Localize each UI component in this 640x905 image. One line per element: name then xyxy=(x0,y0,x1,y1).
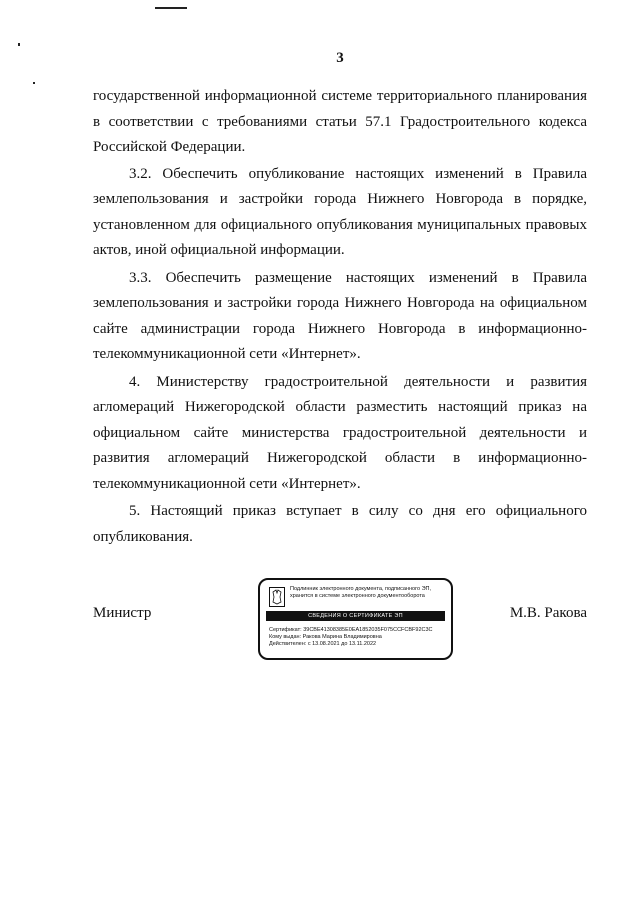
stamp-header-line: Подлинник электронного документа, подписанного ЭП, xyxy=(290,586,432,592)
scan-artifact-left-1 xyxy=(18,43,20,46)
paragraph-5: 5. Настоящий приказ вступает в силу со дня его официального опубликования. xyxy=(93,503,587,545)
paragraph-3-3: 3.3. Обеспечить размещение настоящих изменений в Правила землепользования и застройки города Нижнего Новгорода на официальном сайте администрации города Нижнего Новгорода в информационно-телекоммуникационной сети «Интернет». xyxy=(93,269,587,362)
scan-artifact-left-2 xyxy=(33,82,35,84)
paragraph-4: 4. Министерству градостроительной деятельности и развития агломераций Нижегородской области разместить настоящий приказ на официальном сайте министерства градостроительной деятельности и развития агломераций Нижегородской области в информационно-телекоммуникационной сети «Интернет». xyxy=(93,373,587,492)
signer-title: Министр xyxy=(93,605,152,621)
document-body xyxy=(93,84,587,550)
stamp-bar: СВЕДЕНИЯ О СЕРТИФИКАТЕ ЭП xyxy=(266,611,445,621)
stamp-certificate: Сертификат: 39CBE41308385E0EA1852035F075CCFCBF92C3C xyxy=(269,627,433,633)
signer-name: М.В. Ракова xyxy=(509,605,587,621)
coat-of-arms-icon xyxy=(269,587,285,607)
stamp-header xyxy=(290,586,450,600)
electronic-signature-stamp xyxy=(258,578,453,660)
paragraph-3-2: 3.2. Обеспечить опубликование настоящих изменений в Правила землепользования и застройки города Нижнего Новгорода в порядке, установленном для официального опубликования муниципальных правовых актов, иной официальной информации. xyxy=(93,165,587,258)
scan-artifact-top xyxy=(155,7,187,9)
stamp-details xyxy=(269,627,449,648)
page-number: 3 xyxy=(336,50,344,66)
stamp-issued-to: Кому выдан: Ракова Марина Владимировна xyxy=(269,634,382,640)
stamp-header-line: хранится в системе электронного документооборота xyxy=(290,593,425,599)
paragraph-continuation: государственной информационной системе территориального планирования в соответствии с требованиями статьи 57.1 Градостроительного кодекса Российской Федерации. xyxy=(93,88,587,155)
stamp-validity: Действителен: с 13.08.2021 до 13.11.2022 xyxy=(269,641,377,647)
